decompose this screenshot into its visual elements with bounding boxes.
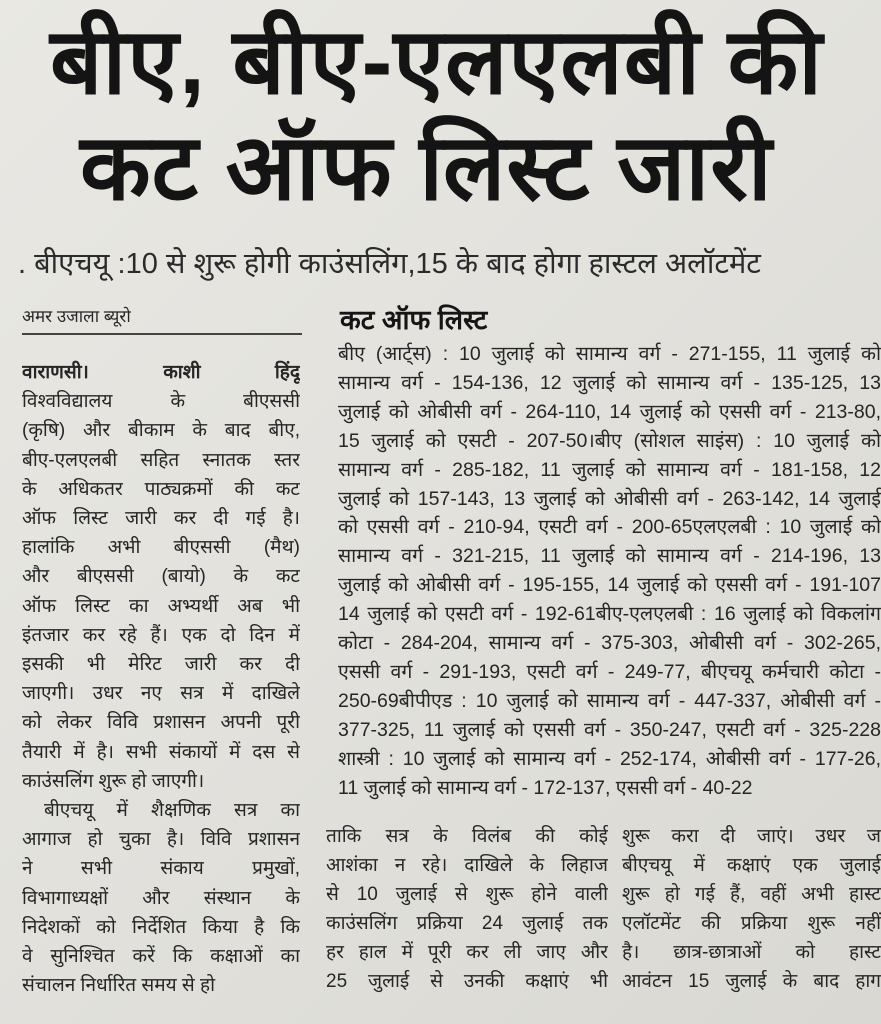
cutoff-list-box (338, 340, 881, 803)
text-line: से 10 जुलाई से शुरू होने वाली (326, 884, 608, 905)
text-line: 15 जुलाई को एसटी - 207-50।बीए (सोशल साइंस) : 10 जुलाई को (338, 429, 881, 452)
text-line: 25 जुलाई से उनकी कक्षाएं भी (326, 971, 608, 992)
text-line: आवंटन 15 जुलाई के बाद हाग (622, 971, 881, 992)
text-line: हर हाल में पूरी कर ली जाए और (326, 942, 608, 963)
text-line: आशंका न रहे। दाखिले के लिहाज (326, 855, 608, 876)
text-line: आगाज हो चुका है। विवि प्रशासन (22, 829, 300, 851)
text-line: जुलाई को ओबीसी वर्ग - 195-155, 14 जुलाई को एससी वर्ग - 191-107 (338, 574, 881, 597)
text-line: एलॉटमेंट की प्रक्रिया शुरू नहीं (622, 913, 881, 934)
text-line: बीएचयू में कक्षाएं एक जुलाई (622, 855, 881, 876)
text-line: सामान्य वर्ग - 285-182, 11 जुलाई को सामान्य वर्ग - 181-158, 12 (338, 458, 881, 481)
text-line: विभागाध्यक्षों और संस्थान के (22, 887, 300, 909)
text-line: सामान्य वर्ग - 321-215, 11 जुलाई को सामान्य वर्ग - 214-196, 13 (338, 545, 881, 568)
text-line: बीएचयू में शैक्षणिक सत्र का (44, 800, 300, 822)
left-column (22, 358, 300, 1000)
text-line: संचालन निर्धारित समय से हो (22, 975, 216, 997)
text-line: एससी वर्ग - 291-193, एसटी वर्ग - 249-77, बीएचयू कर्मचारी कोटा - (338, 660, 881, 683)
headline-line-2: कट ऑफ लिस्ट जारी (80, 117, 773, 219)
text-line: को लेकर विवि प्रशासन अपनी पूरी (22, 712, 300, 734)
text-line: तैयारी में है। सभी संकायों में दस से (22, 741, 300, 763)
text-line: इसकी भी मेरिट जारी कर दी (22, 654, 300, 676)
text-line: ताकि सत्र के विलंब की कोई (326, 826, 608, 847)
headline-line-1: बीए, बीए-एलएलबी की (50, 11, 824, 113)
middle-column (326, 822, 608, 996)
cutoff-box-title: कट ऑफ लिस्ट (340, 305, 488, 335)
text-line: इंतजार कर रहे हैं। एक दो दिन में (22, 624, 300, 646)
text-line: विश्वविद्यालय के बीएससी (22, 391, 300, 413)
text-line: 377-325, 11 जुलाई को एससी वर्ग - 350-247, एसटी वर्ग - 325-228 (338, 718, 881, 741)
text-line: बीए-एलएलबी सहित स्नातक स्तर (22, 449, 300, 471)
text-line: है। छात्र-छात्राओं को हास्ट (622, 942, 881, 963)
text-line: सामान्य वर्ग - 154-136, 12 जुलाई को सामान्य वर्ग - 135-125, 13 (338, 371, 881, 394)
text-line: ऑफ लिस्ट का अभ्यर्थी अब भी (22, 595, 300, 617)
text-line: 14 जुलाई को एसटी वर्ग - 192-61बीए-एलएलबी : 16 जुलाई को विकलांग (338, 603, 881, 626)
text-line: शास्त्री : 10 जुलाई को सामान्य वर्ग - 252-174, ओबीसी वर्ग - 177-26, (338, 747, 881, 770)
text-line: और बीएससी (बायो) के कट (22, 566, 300, 588)
text-line: (कृषि) और बीकाम के बाद बीए, (22, 420, 300, 442)
text-line: जुलाई को ओबीसी वर्ग - 264-110, 14 जुलाई को एससी वर्ग - 213-80, (338, 400, 881, 423)
text-line: 11 जुलाई को सामान्य वर्ग - 172-137, एससी वर्ग - 40-22 (338, 776, 753, 799)
text-line: वे सुनिश्चित करें कि कक्षाओं का (22, 946, 300, 968)
text-line: कोटा - 284-204, सामान्य वर्ग - 375-303, ओबीसी वर्ग - 302-265, (338, 632, 881, 655)
text-line: शुरू करा दी जाएं। उधर ज (622, 826, 881, 847)
text-line: के अधिकतर पाठ्यक्रमों की कट (22, 478, 300, 500)
right-column (622, 822, 881, 996)
text-line: बीए (आर्ट्स) : 10 जुलाई को सामान्य वर्ग - 271-155, 11 जुलाई को (338, 343, 881, 365)
text-line: निदेशकों को निर्देशित किया है कि (22, 916, 300, 938)
text-line: ऑफ लिस्ट जारी कर दी गई है। (22, 508, 300, 530)
text-line: हालांकि अभी बीएससी (मैथ) (22, 537, 300, 559)
text-line: वाराणसी। काशी हिंदू (22, 362, 300, 383)
text-line: काउंसलिंग प्रक्रिया 24 जुलाई तक (326, 913, 608, 934)
text-line: काउंसलिंग शुरू हो जाएगी। (22, 770, 205, 792)
text-line: जुलाई को 157-143, 13 जुलाई को ओबीसी वर्ग - 263-142, 14 जुलाई (338, 487, 881, 510)
text-line: ने सभी संकाय प्रमुखों, (22, 858, 300, 880)
text-line: शुरू हो गई हैं, वहीं अभी हास्ट (622, 884, 881, 905)
text-line: को एससी वर्ग - 210-94, एसटी वर्ग - 200-65एलएलबी : 10 जुलाई को (338, 516, 881, 539)
text-line: जाएगी। उधर नए सत्र में दाखिले (22, 683, 300, 705)
subheadline: . बीएचयू :10 से शुरू होगी काउंसलिंग,15 के बाद होगा हास्टल अलॉटमेंट (18, 248, 761, 280)
text-line: 250-69बीपीएड : 10 जुलाई को सामान्य वर्ग - 447-337, ओबीसी वर्ग - (338, 689, 881, 712)
byline: अमर उजाला ब्यूरो (22, 304, 302, 335)
